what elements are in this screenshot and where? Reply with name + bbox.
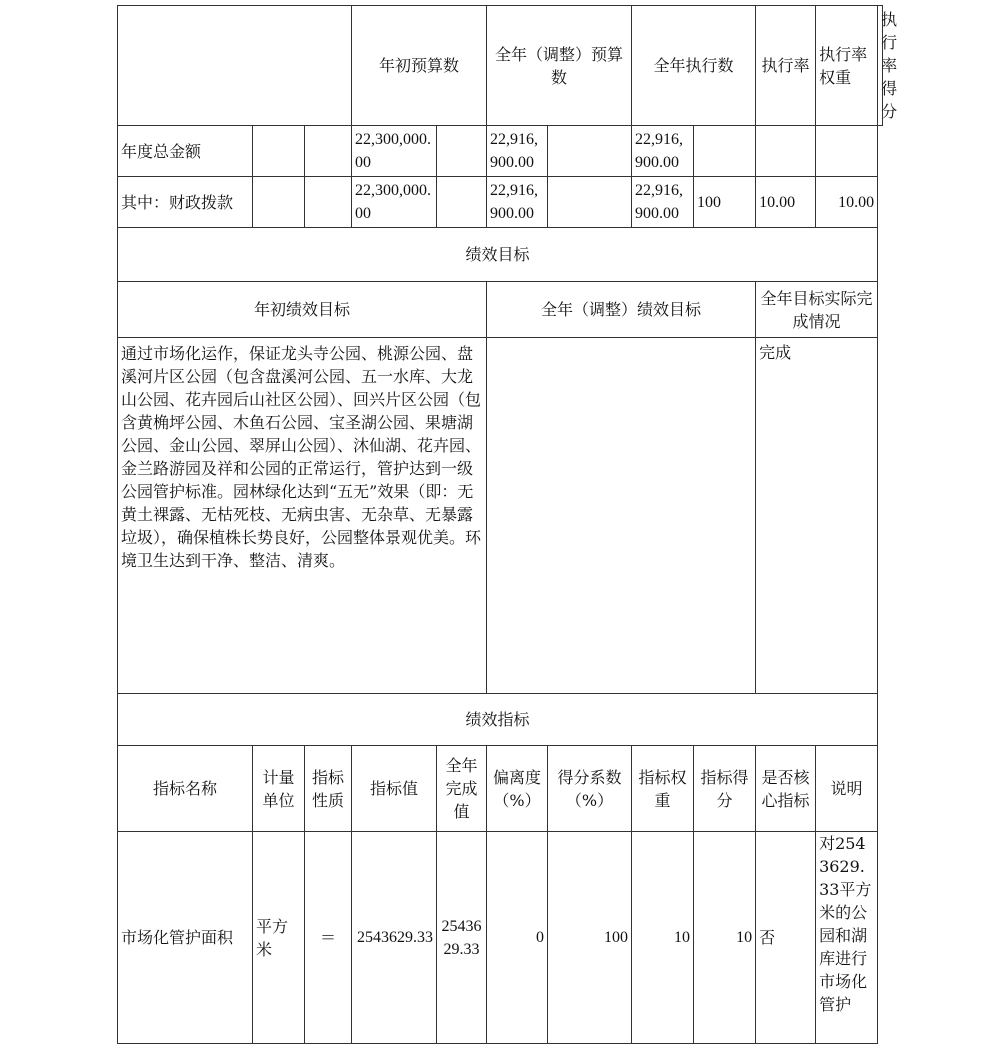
header-adjusted-budget: 全年（调整）预算数 <box>487 6 632 126</box>
rate-score-value: 10.00 <box>816 177 878 228</box>
goals-adjusted-text <box>487 338 756 694</box>
ind-value: 2543629.33 <box>352 832 437 1044</box>
performance-table <box>117 5 898 1044</box>
ind-header-weight: 指标权重 <box>632 746 694 832</box>
rate-weight-value <box>756 126 816 177</box>
ind-deviation: 0 <box>487 832 548 1044</box>
ind-header-value: 指标值 <box>352 746 437 832</box>
goals-title-row <box>118 228 883 282</box>
rate-score-value <box>816 126 878 177</box>
initial-amount: 22,300,000.00 <box>352 126 437 177</box>
indicators-header-row <box>118 746 883 832</box>
ind-nature: ＝ <box>305 832 352 1044</box>
budget-row-label: 其中：财政拨款 <box>118 177 253 228</box>
goals-section-title: 绩效目标 <box>118 228 878 282</box>
ind-note: 对2543629.33平方米的公园和湖库进行市场化管护 <box>816 832 878 1044</box>
ind-unit: 平方米 <box>253 832 305 1044</box>
goals-content-row <box>118 338 883 694</box>
ind-header-coef: 得分系数（%） <box>548 746 632 832</box>
rate-weight-value: 10.00 <box>756 177 816 228</box>
blank-cell <box>548 126 632 177</box>
goals-initial-text: 通过市场化运作，保证龙头寺公园、桃源公园、盘溪河片区公园（包含盘溪河公园、五一水库、大龙山公园、花卉园后山社区公园）、回兴片区公园（包含黄桷坪公园、木鱼石公园、宝圣湖公园、果塘湖公园、金山公园、翠屏山公园）、沐仙湖、花卉园、金兰路游园及祥和公园的正常运行，管护达到一级公园管护标准。园林绿化达到“五无”效果（即：无黄土裸露、无枯死枝、无病虫害、无杂草、无暴露垃圾），确保植株长势良好，公园整体景观优美。环境卫生达到干净、整洁、清爽。 <box>118 338 487 694</box>
ind-header-nature: 指标性质 <box>305 746 352 832</box>
adjusted-amount: 22,916,900.00 <box>487 126 548 177</box>
goals-header-row <box>118 282 883 338</box>
executed-amount: 22,916,900.00 <box>632 126 694 177</box>
ind-name: 市场化管护面积 <box>118 832 253 1044</box>
initial-amount: 22,300,000.00 <box>352 177 437 228</box>
header-executed: 全年执行数 <box>632 6 756 126</box>
header-rate-weight: 执行率权重 <box>816 6 878 126</box>
adjusted-amount: 22,916,900.00 <box>487 177 548 228</box>
header-initial-budget: 年初预算数 <box>352 6 487 126</box>
indicators-section-title: 绩效指标 <box>118 694 878 746</box>
goals-initial-header: 年初绩效目标 <box>118 282 487 338</box>
blank-cell <box>305 177 352 228</box>
blank-cell <box>437 177 487 228</box>
indicator-row <box>118 832 883 1044</box>
blank-cell <box>253 126 305 177</box>
goals-adjusted-header: 全年（调整）绩效目标 <box>487 282 756 338</box>
ind-header-name: 指标名称 <box>118 746 253 832</box>
ind-completed: 2543629.33 <box>437 832 487 1044</box>
ind-coef: 100 <box>548 832 632 1044</box>
ind-header-unit: 计量单位 <box>253 746 305 832</box>
goals-actual-text: 完成 <box>756 338 878 694</box>
exec-rate-value: 100 <box>694 177 756 228</box>
blank-cell <box>437 126 487 177</box>
ind-score: 10 <box>694 832 756 1044</box>
budget-row-label: 年度总金额 <box>118 126 253 177</box>
ind-weight: 10 <box>632 832 694 1044</box>
executed-amount: 22,916,900.00 <box>632 177 694 228</box>
header-rate-score: 执行率得分 <box>878 6 883 126</box>
performance-table-sheet <box>117 5 898 1014</box>
ind-header-score: 指标得分 <box>694 746 756 832</box>
budget-row-total <box>118 126 883 177</box>
budget-header-blank <box>118 6 352 126</box>
ind-core: 否 <box>756 832 816 1044</box>
indicators-title-row <box>118 694 883 746</box>
ind-header-deviation: 偏离度（%） <box>487 746 548 832</box>
blank-cell <box>305 126 352 177</box>
blank-cell <box>253 177 305 228</box>
budget-row-fiscal <box>118 177 883 228</box>
blank-cell <box>548 177 632 228</box>
ind-header-note: 说明 <box>816 746 878 832</box>
ind-header-core: 是否核心指标 <box>756 746 816 832</box>
goals-actual-header: 全年目标实际完成情况 <box>756 282 878 338</box>
ind-header-completed: 全年完成值 <box>437 746 487 832</box>
budget-header-row <box>118 6 883 126</box>
exec-rate-value <box>694 126 756 177</box>
header-exec-rate: 执行率 <box>756 6 816 126</box>
